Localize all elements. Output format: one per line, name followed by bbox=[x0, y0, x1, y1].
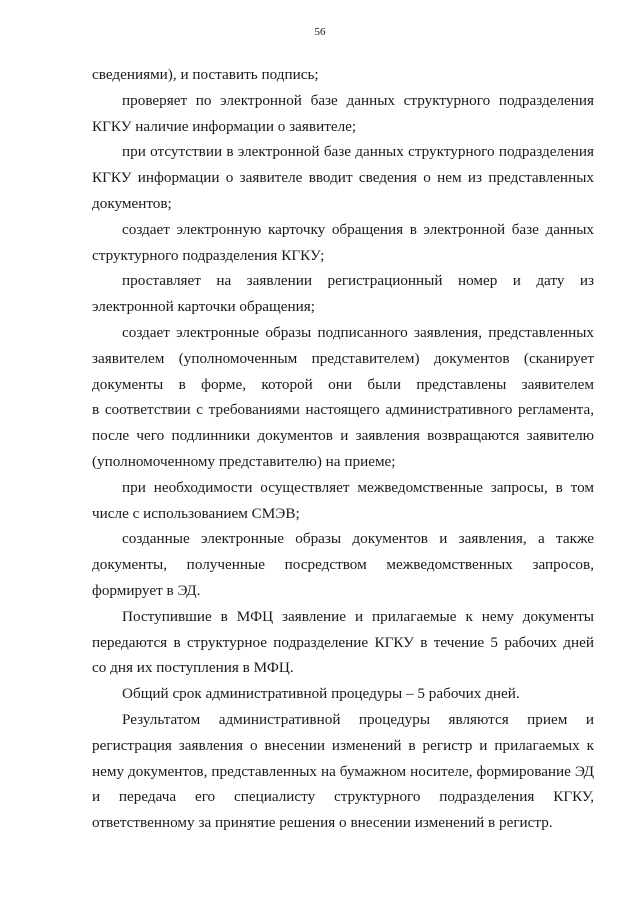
text-line: документы, полученные посредством межведомственных запросов, bbox=[92, 556, 594, 574]
text-line: в соответствии с требованиями настоящего административного регламента, bbox=[92, 401, 594, 419]
text-line: структурного подразделения КГКУ; bbox=[92, 246, 325, 264]
text-line: формирует в ЭД. bbox=[92, 581, 201, 599]
text-line: созданные электронные образы документов и заявления, а также bbox=[122, 530, 594, 548]
text-line: проверяет по электронной базе данных структурного подразделения bbox=[122, 91, 594, 109]
document-body bbox=[92, 62, 594, 836]
text-line: при необходимости осуществляет межведомственные запросы, в том bbox=[122, 478, 594, 496]
text-line: числе с использованием СМЭВ; bbox=[92, 504, 300, 522]
text-line: документов; bbox=[92, 194, 172, 212]
text-line: документы в форме, которой они были представлены заявителем bbox=[92, 375, 594, 393]
text-line: Поступившие в МФЦ заявление и прилагаемые к нему документы bbox=[122, 607, 594, 625]
text-line: КГКУ наличие информации о заявителе; bbox=[92, 117, 357, 135]
text-line: создает электронные образы подписанного заявления, представленных bbox=[122, 323, 594, 341]
text-line: проставляет на заявлении регистрационный номер и дату из bbox=[122, 272, 594, 290]
text-line: Общий срок административной процедуры – 5 рабочих дней. bbox=[122, 685, 520, 703]
text-line: заявителем (уполномоченным представителем) документов (сканирует bbox=[92, 349, 594, 367]
text-line: создает электронную карточку обращения в электронной базе данных bbox=[122, 220, 594, 238]
text-line: со дня их поступления в МФЦ. bbox=[92, 659, 294, 677]
text-line: электронной карточки обращения; bbox=[92, 298, 315, 316]
text-line: регистрация заявления о внесении изменений в регистр и прилагаемых к bbox=[92, 736, 594, 754]
text-line: и передача его специалисту структурного подразделения КГКУ, bbox=[92, 788, 594, 806]
text-line: сведениями), и поставить подпись; bbox=[92, 66, 319, 83]
text-line: (уполномоченному представителю) на приеме; bbox=[92, 452, 396, 470]
text-line: передаются в структурное подразделение КГКУ в течение 5 рабочих дней bbox=[92, 633, 594, 651]
text-line: Результатом административной процедуры являются прием и bbox=[122, 710, 594, 728]
page-number: 56 bbox=[314, 26, 326, 38]
text-line: КГКУ информации о заявителе вводит сведения о нем из представленных bbox=[92, 169, 594, 187]
text-line: при отсутствии в электронной базе данных структурного подразделения bbox=[122, 143, 594, 161]
text-line: ответственному за принятие решения о внесении изменений в регистр. bbox=[92, 814, 553, 832]
text-line: нему документов, представленных на бумажном носителе, формирование ЭД bbox=[92, 762, 594, 780]
text-line: после чего подлинники документов и заявления возвращаются заявителю bbox=[92, 427, 594, 445]
